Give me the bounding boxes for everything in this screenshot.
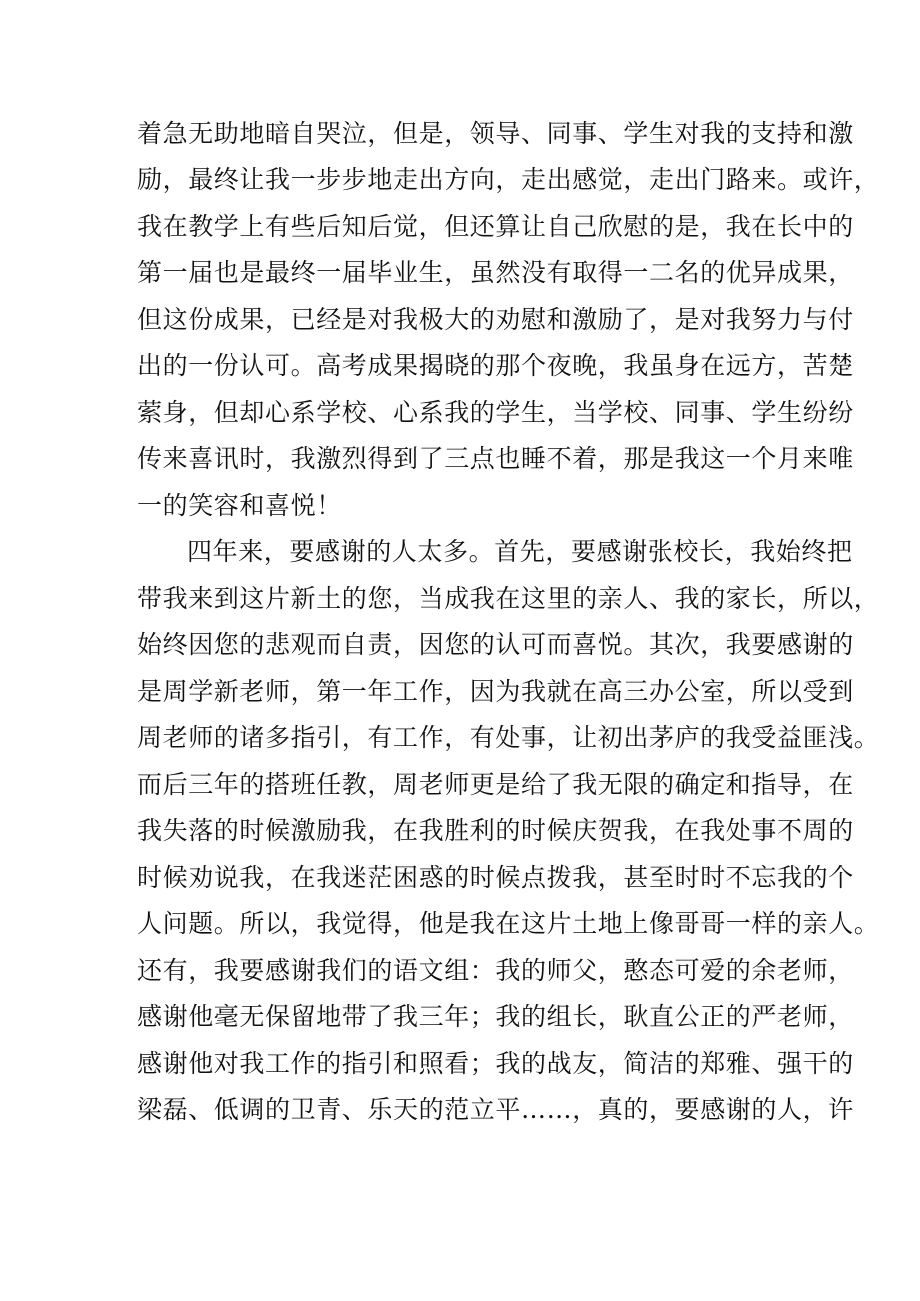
text-line: 着急无助地暗自哭泣，但是，领导、同事、学生对我的支持和激 bbox=[137, 119, 854, 148]
text-line: 是周学新老师，第一年工作，因为我就在高三办公室，所以受到 bbox=[137, 677, 854, 706]
text-line: 带我来到这片新土的您，当成我在这里的亲人、我的家长，所以， bbox=[137, 584, 880, 613]
text-line: 感谢他毫无保留地带了我三年；我的组长，耿直公正的严老师， bbox=[137, 1002, 854, 1031]
text-line: 始终因您的悲观而自责，因您的认可而喜悦。其次，我要感谢的 bbox=[137, 630, 854, 659]
text-line: 而后三年的搭班任教，周老师更是给了我无限的确定和指导，在 bbox=[137, 770, 854, 799]
text-line: 励，最终让我一步步地走出方向，走出感觉，走出门路来。或许， bbox=[137, 165, 880, 194]
text-line: 梁磊、低调的卫青、乐天的范立平……，真的，要感谢的人，许 bbox=[137, 1095, 854, 1124]
text-line: 传来喜讯时，我激烈得到了三点也睡不着，那是我这一个月来唯 bbox=[137, 444, 854, 473]
text-line: 还有，我要感谢我们的语文组：我的师父，憨态可爱的余老师， bbox=[137, 956, 854, 985]
text-line: 感谢他对我工作的指引和照看；我的战友，简洁的郑雅、强干的 bbox=[137, 1049, 854, 1078]
text-line: 周老师的诸多指引，有工作，有处事，让初出茅庐的我受益匪浅。 bbox=[137, 723, 880, 752]
text-line: 我在教学上有些后知后觉，但还算让自己欣慰的是，我在长中的 bbox=[137, 212, 854, 241]
text-line: 我失落的时候激励我，在我胜利的时候庆贺我，在我处事不周的 bbox=[137, 816, 854, 845]
text-line: 人问题。所以，我觉得，他是我在这片土地上像哥哥一样的亲人。 bbox=[137, 909, 880, 938]
text-line: 时候劝说我，在我迷茫困惑的时候点拨我，甚至时时不忘我的个 bbox=[137, 863, 854, 892]
text-line: 一的笑容和喜悦！ bbox=[137, 491, 342, 520]
text-line: 萦身，但却心系学校、心系我的学生，当学校、同事、学生纷纷 bbox=[137, 398, 854, 427]
text-line: 第一届也是最终一届毕业生，虽然没有取得一二名的优异成果， bbox=[137, 258, 854, 287]
text-line: 但这份成果，已经是对我极大的劝慰和激励了，是对我努力与付 bbox=[137, 305, 854, 334]
text-line-indented: 四年来，要感谢的人太多。首先，要感谢张校长，我始终把 bbox=[187, 537, 853, 566]
text-line: 出的一份认可。高考成果揭晓的那个夜晚，我虽身在远方，苦楚 bbox=[137, 351, 854, 380]
